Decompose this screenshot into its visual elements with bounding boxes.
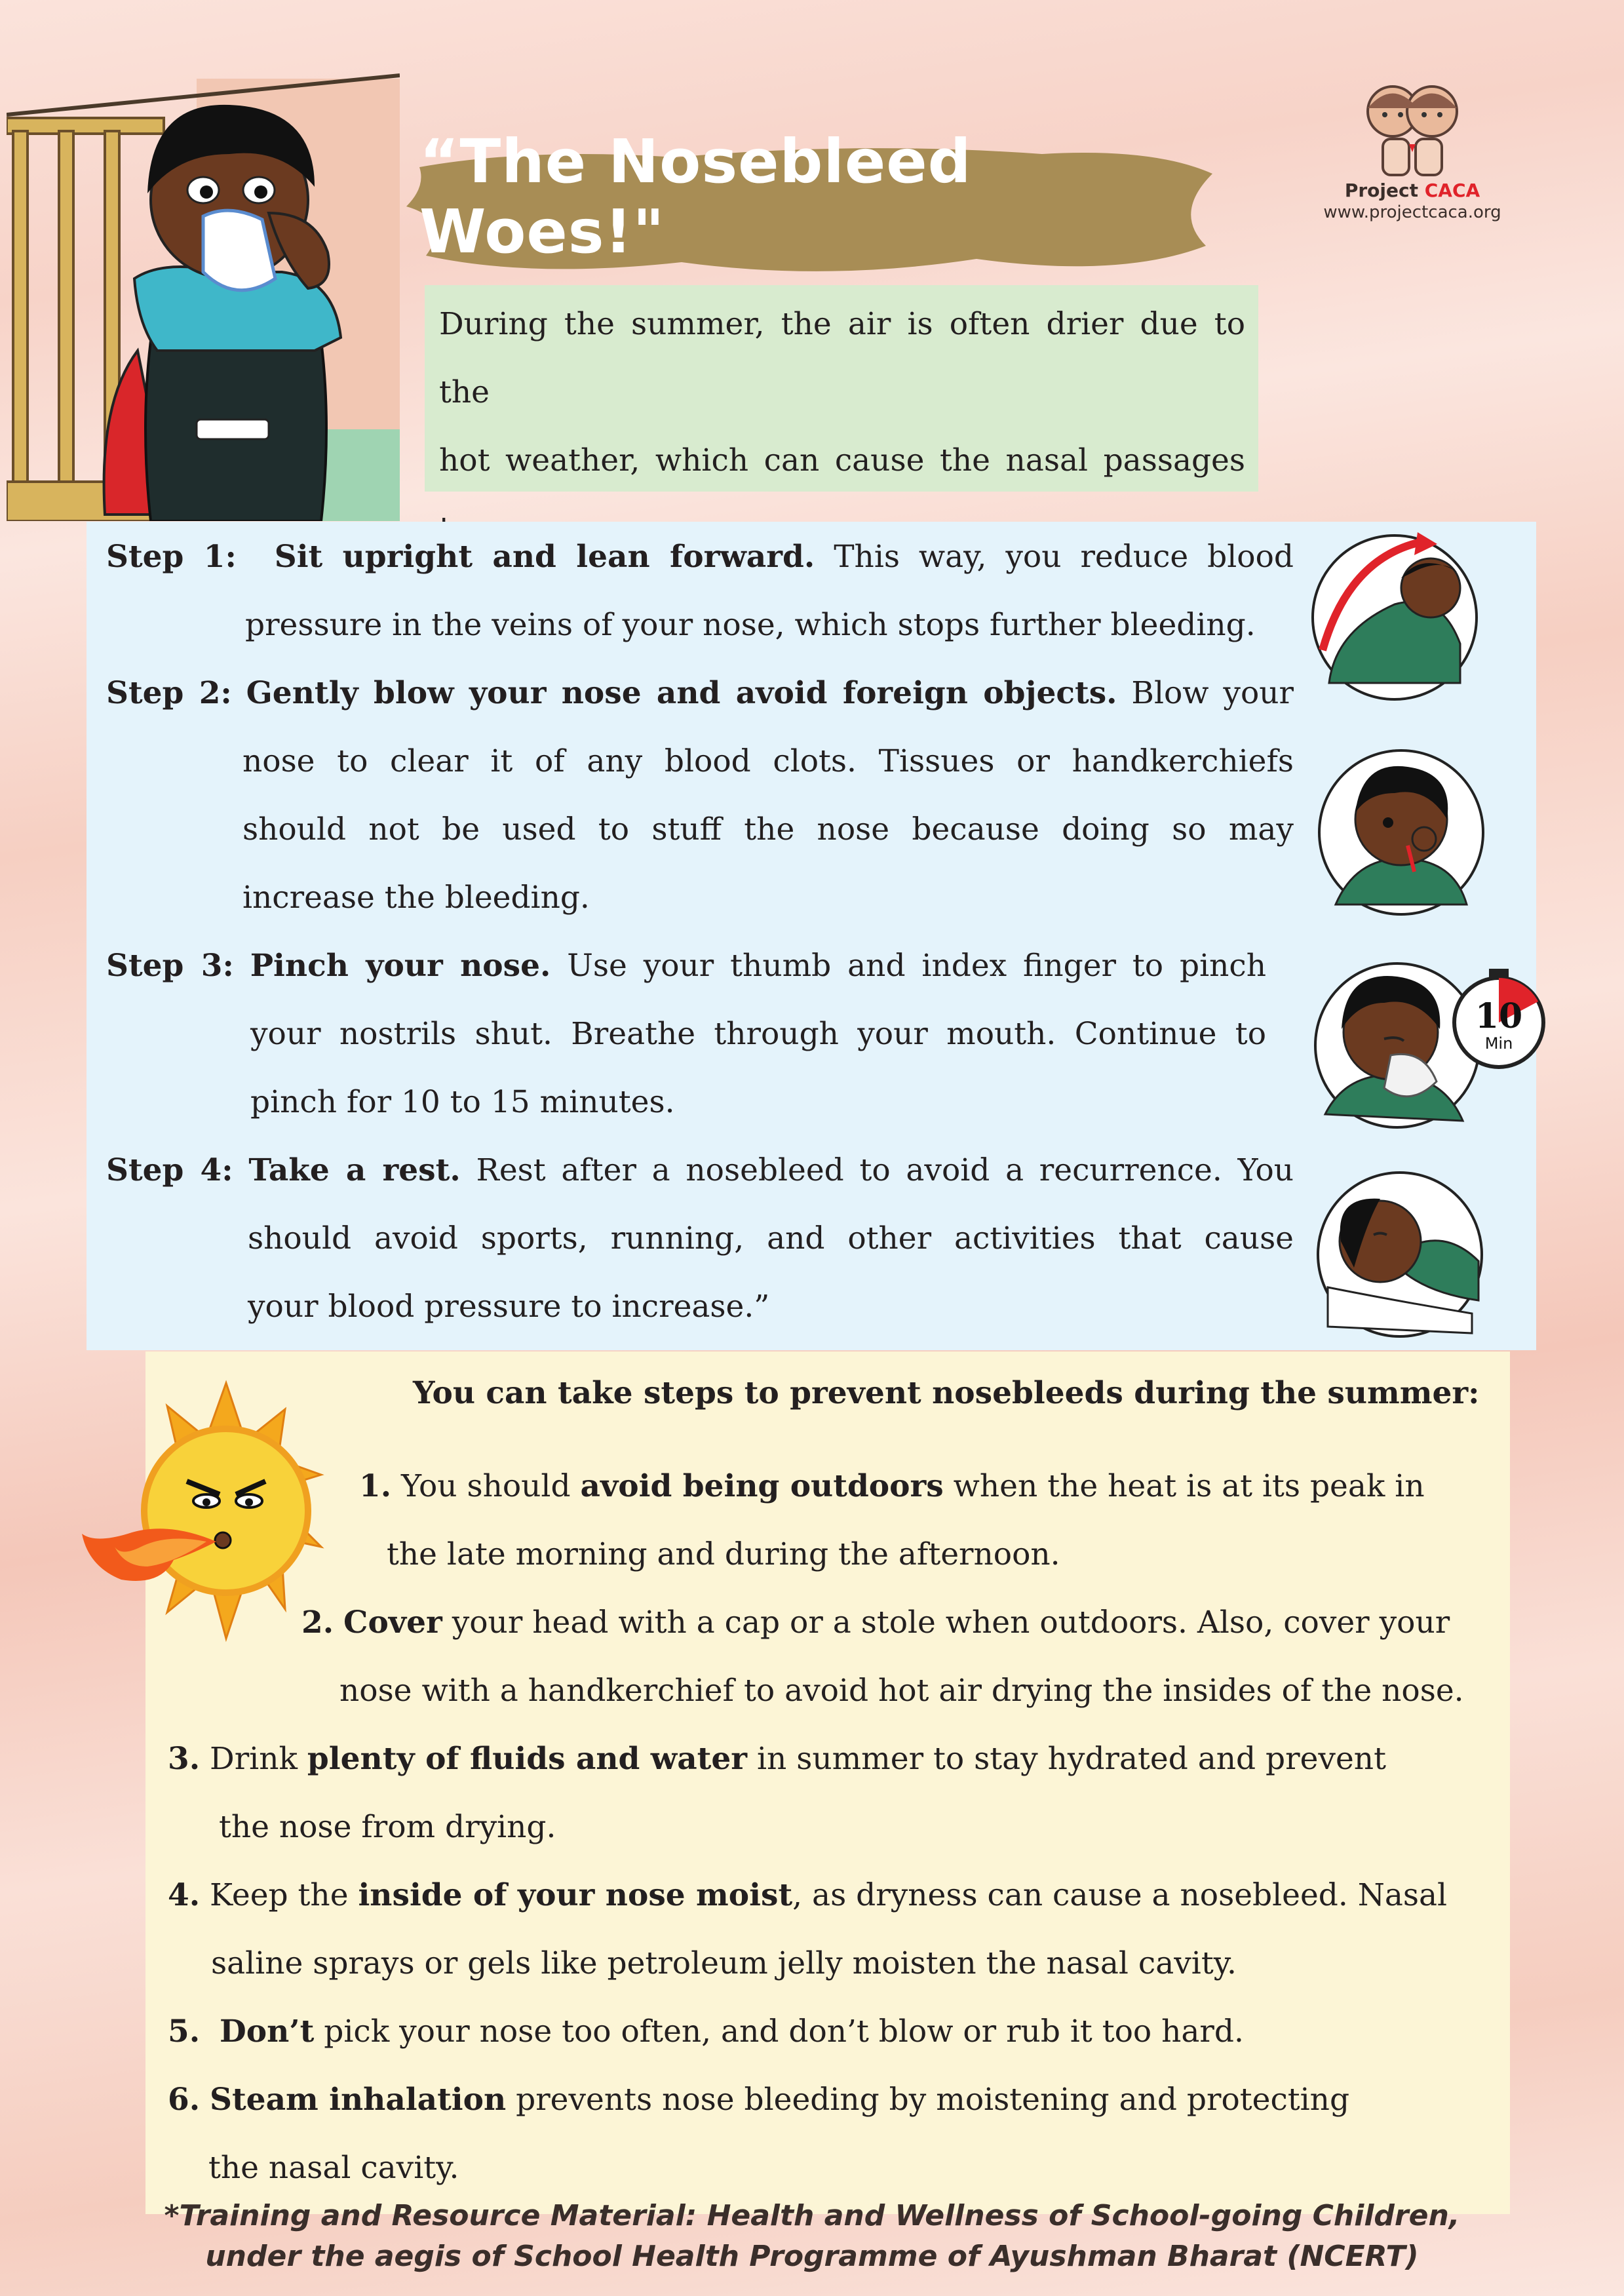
footer-line: *Training and Resource Material: Health and Wellness of School-going Children,: [164, 2199, 1460, 2232]
tip-3: 3. Drink plenty of fluids and water in summer to stay hydrated and prevent: [168, 1741, 1386, 1777]
step-text: pinch for 10 to 15 minutes.: [250, 1084, 675, 1120]
nosebleed-child-illustration: [7, 62, 400, 521]
tip-3-line2: the nose from drying.: [219, 1809, 556, 1845]
tip-1: 1. You should avoid being outdoors when the heat is at its peak in: [359, 1468, 1425, 1504]
prevention-heading: You can take steps to prevent nosebleeds during the summer:: [413, 1375, 1480, 1411]
tip-4-line2: saline sprays or gels like petroleum jelly moisten the nasal cavity.: [211, 1945, 1237, 1981]
step-label: Step 2:: [106, 675, 232, 711]
tip-2-line2: nose with a handkerchief to avoid hot air drying the insides of the nose.: [339, 1673, 1464, 1709]
nosebleed-child-icon: [1316, 747, 1486, 918]
intro-line: During the summer, the air is often drier due to the: [439, 306, 1245, 410]
kids-logo-icon: [1353, 79, 1471, 177]
tip-6: 6. Steam inhalation prevents nose bleeding by moistening and protecting: [168, 2082, 1350, 2118]
page-title: “The Nosebleed Woes!": [419, 126, 972, 267]
project-caca-logo: [1317, 79, 1507, 229]
logo-text: Project CACA: [1344, 180, 1480, 201]
step-text: should avoid sports, running, and other activities that cause: [248, 1220, 1294, 1256]
step-text: should not be used to stuff the nose because doing so may: [242, 811, 1294, 847]
resting-child-icon: [1315, 1169, 1485, 1340]
step-heading: Sit upright and lean forward.: [274, 539, 815, 575]
step-heading: Pinch your nose.: [250, 948, 551, 984]
step-text: Blow your: [1131, 675, 1294, 711]
step-text: your nostrils shut. Breathe through your mouth. Continue to: [250, 1016, 1266, 1052]
step-4: [106, 1137, 1294, 1341]
lean-forward-icon: [1309, 532, 1480, 703]
pinch-nose-icon: [1312, 957, 1555, 1134]
intro-line: hot weather, which can cause the nasal passages: [439, 442, 1245, 478]
step-label: Step 3:: [106, 948, 234, 984]
tip-5: 5. Don’t pick your nose too often, and don’t blow or rub it too hard.: [168, 2014, 1244, 2050]
step-text: pressure in the veins of your nose, which stops further bleeding.: [245, 607, 1256, 643]
step-label: Step 4:: [106, 1152, 233, 1188]
step-text: nose to clear it of any blood clots. Tissues or handkerchiefs: [242, 743, 1294, 779]
logo-url: www.projectcaca.org: [1323, 203, 1501, 222]
step-text: This way, you reduce blood: [834, 539, 1294, 575]
source-footer: [0, 2196, 1624, 2277]
step-text: your blood pressure to increase.”: [248, 1289, 770, 1325]
step-3: [106, 932, 1266, 1137]
step-text: Rest after a nosebleed to avoid a recurrence. You: [476, 1152, 1294, 1188]
timer-unit: Min: [1484, 1034, 1513, 1053]
tip-6-line2: the nasal cavity.: [208, 2150, 459, 2186]
tip-1-line2: the late morning and during the afternoon.: [387, 1536, 1060, 1572]
step-text: Use your thumb and index finger to pinch: [567, 948, 1266, 984]
step-2: [106, 659, 1294, 932]
footer-line: under the aegis of School Health Programme of Ayushman Bharat (NCERT): [205, 2240, 1419, 2273]
step-text: increase the bleeding.: [242, 880, 590, 916]
tip-4: 4. Keep the inside of your nose moist, as dryness can cause a nosebleed. Nasal: [168, 1877, 1448, 1913]
tip-2: 2. Cover your head with a cap or a stole when outdoors. Also, cover your: [301, 1605, 1450, 1641]
step-heading: Gently blow your nose and avoid foreign objects.: [246, 675, 1117, 711]
step-label: Step 1:: [106, 539, 237, 575]
step-1: [106, 523, 1294, 659]
step-heading: Take a rest.: [248, 1152, 461, 1188]
timer-value: 10: [1475, 996, 1523, 1036]
intro-box: [425, 285, 1258, 492]
